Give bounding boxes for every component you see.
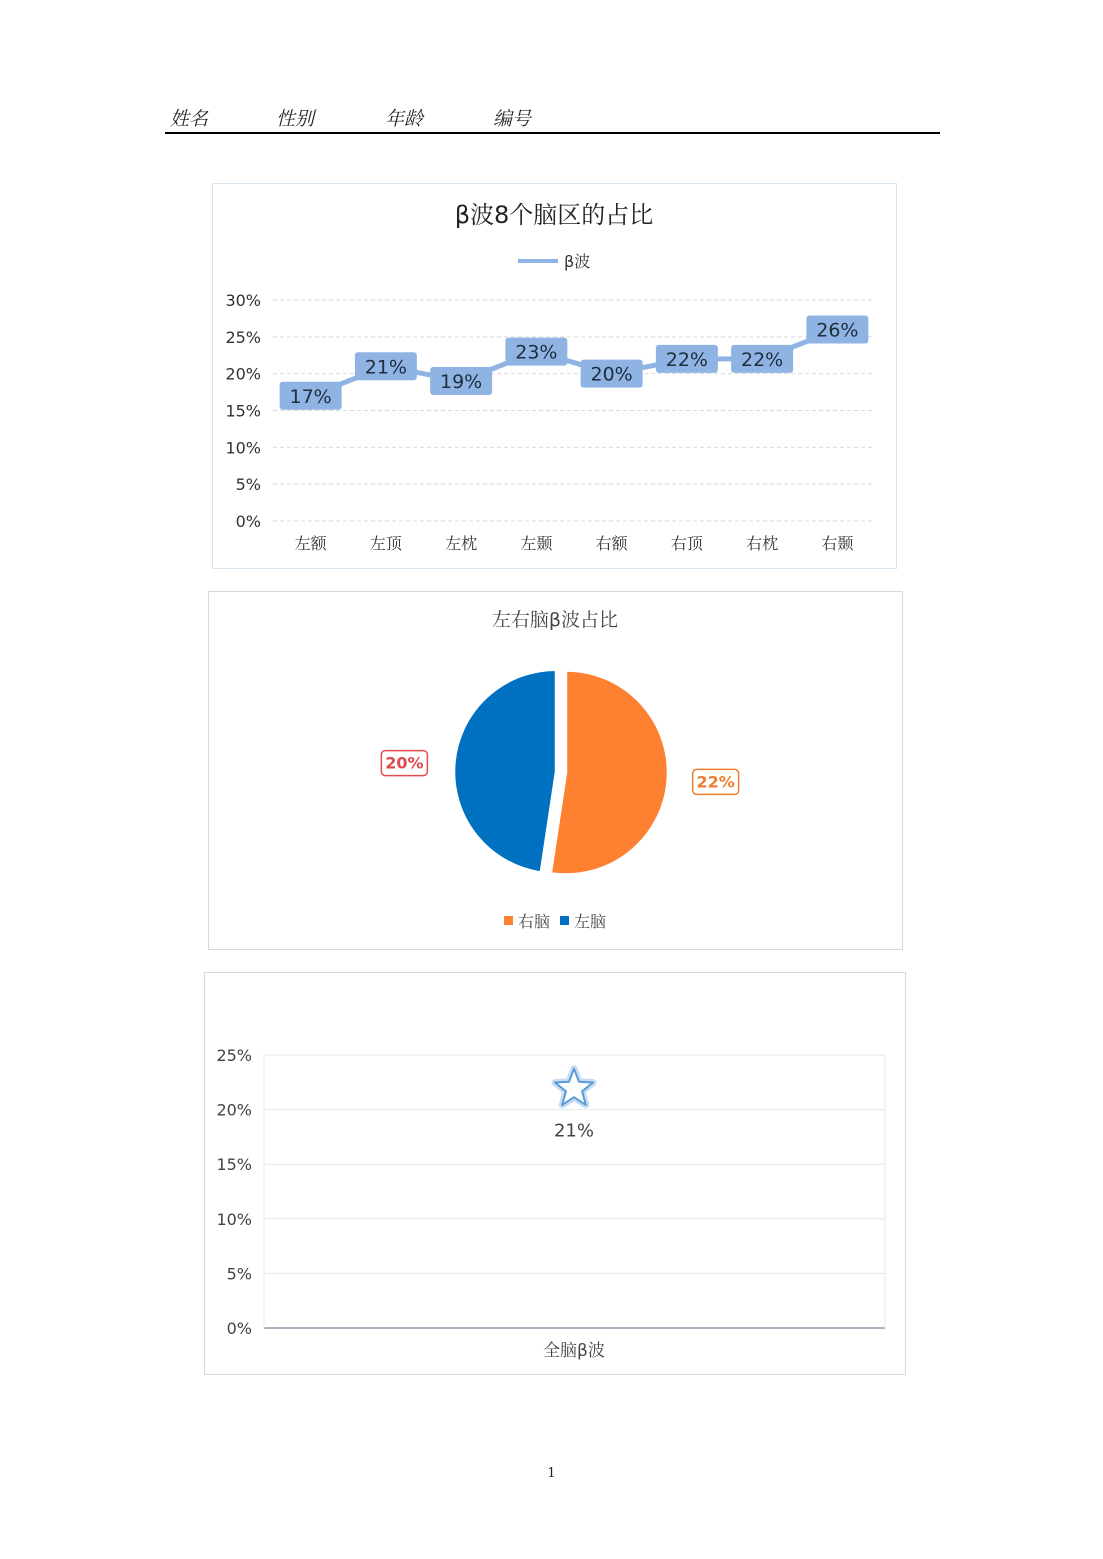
data-label-text: 26% xyxy=(816,319,859,342)
legend-label: β波 xyxy=(564,252,591,271)
data-label: 21% xyxy=(553,1120,595,1142)
beta-region-line-chart xyxy=(213,184,896,568)
age-field-label: 年龄 xyxy=(385,108,424,130)
data-label xyxy=(731,345,793,373)
data-label xyxy=(505,338,567,366)
legend-label-left: 左脑 xyxy=(574,912,607,931)
legend-swatch-right xyxy=(504,916,513,925)
data-label xyxy=(430,367,492,395)
pie-data-label xyxy=(693,769,739,794)
y-tick-label: 10% xyxy=(225,438,261,458)
y-tick-label: 20% xyxy=(225,364,261,384)
patient-info-header xyxy=(165,104,940,134)
x-tick-label: 全脑β波 xyxy=(543,1341,605,1361)
x-tick-label: 右颞 xyxy=(821,534,854,553)
legend-swatch-left xyxy=(560,916,569,925)
y-tick-label: 5% xyxy=(235,475,261,495)
y-tick-label: 5% xyxy=(226,1264,252,1284)
x-tick-label: 右顶 xyxy=(670,534,703,553)
page-number: 1 xyxy=(547,1466,556,1481)
x-tick-label: 右额 xyxy=(595,534,628,553)
x-tick-label: 右枕 xyxy=(746,534,779,553)
gender-field-label: 性别 xyxy=(276,108,315,130)
chart-title: β波8个脑区的占比 xyxy=(454,201,654,229)
data-label-text: 23% xyxy=(515,341,558,364)
whole-brain-beta-chart-panel xyxy=(204,972,906,1375)
data-label-text: 17% xyxy=(289,385,332,408)
y-tick-label: 20% xyxy=(216,1100,252,1120)
y-tick-label: 25% xyxy=(216,1046,252,1065)
y-tick-label: 15% xyxy=(216,1155,252,1175)
data-label-text: 20% xyxy=(590,363,633,386)
legend-label-right: 右脑 xyxy=(518,912,551,931)
y-tick-label: 0% xyxy=(235,512,261,531)
pie-data-label-text: 22% xyxy=(696,772,735,792)
y-tick-label: 10% xyxy=(216,1209,252,1229)
x-tick-label: 左顶 xyxy=(369,534,402,553)
chart-title: 左右脑β波占比 xyxy=(491,609,619,631)
data-label xyxy=(581,360,643,388)
y-tick-label: 30% xyxy=(225,291,261,310)
pie-data-label xyxy=(381,751,427,776)
beta-region-line-chart-panel xyxy=(212,183,897,569)
data-label-text: 19% xyxy=(440,371,483,394)
y-tick-label: 15% xyxy=(225,401,261,421)
data-label-text: 22% xyxy=(665,348,708,371)
id-field-label: 编号 xyxy=(493,108,532,130)
data-label xyxy=(656,345,718,373)
y-tick-label: 25% xyxy=(225,327,261,347)
pie-data-label-text: 20% xyxy=(385,753,424,773)
x-tick-label: 左枕 xyxy=(445,534,478,553)
data-label-text: 22% xyxy=(741,348,784,371)
name-field-label: 姓名 xyxy=(170,108,209,130)
left-right-pie-chart xyxy=(209,592,902,949)
data-label-text: 21% xyxy=(364,356,407,379)
left-right-pie-chart-panel xyxy=(208,591,903,950)
data-label xyxy=(280,382,342,410)
y-tick-label: 0% xyxy=(226,1319,252,1338)
whole-brain-beta-chart xyxy=(205,973,905,1374)
x-tick-label: 左颞 xyxy=(520,534,553,553)
x-tick-label: 左额 xyxy=(294,534,327,553)
data-label xyxy=(806,315,868,343)
data-label xyxy=(355,352,417,380)
